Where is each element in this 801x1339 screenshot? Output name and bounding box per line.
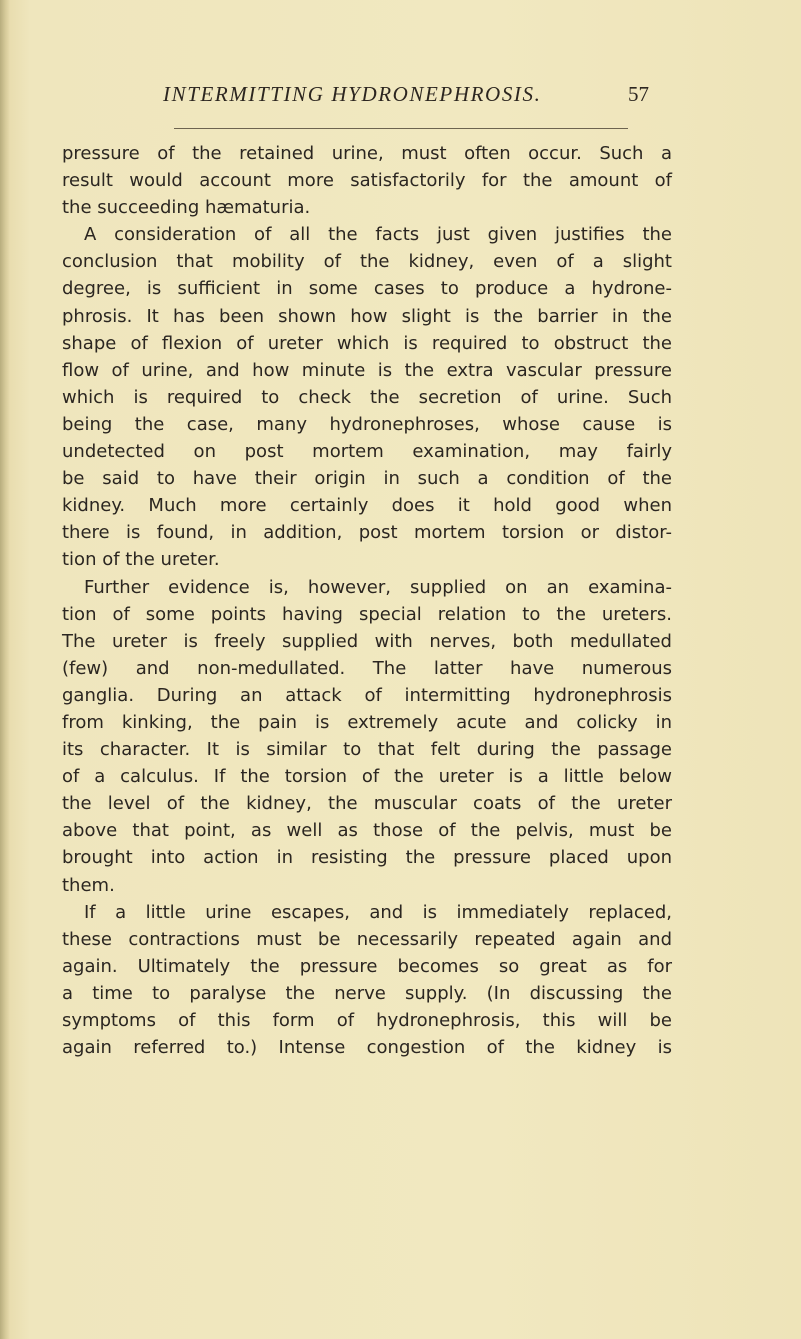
text-line: tion of the ureter. [62,549,220,571]
text-line: phrosis. It has been shown how slight is the barrier in the [62,305,672,327]
text-line: brought into action in resisting the pressure placed upon [62,847,672,869]
text-line: If a little urine escapes, and is immediately replaced, [84,901,672,923]
body-text [62,140,672,1061]
text-line: above that point, as well as those of the pelvis, must be [62,820,672,842]
text-line: there is found, in addition, post mortem torsion or distor- [62,522,672,544]
page-header [0,82,801,112]
text-line: The ureter is freely supplied with nerves, both medullated [62,630,672,652]
text-line: the succeeding hæmaturia. [62,197,311,219]
page-number: 57 [628,82,649,106]
text-line: ganglia. During an attack of intermitting hydronephrosis [62,684,672,706]
text-line: flow of urine, and how minute is the extra vascular pressure [62,359,672,381]
text-line: result would account more satisfactorily for the amount of [62,170,672,192]
text-line: them. [62,874,115,896]
text-line: be said to have their origin in such a condition of the [62,468,672,490]
text-line: pressure of the retained urine, must often occur. Such a [62,143,672,164]
text-line: undetected on post mortem examination, may fairly [62,441,672,463]
text-line: being the case, many hydronephroses, whose cause is [62,413,672,435]
text-line: conclusion that mobility of the kidney, even of a slight [62,251,672,273]
header-rule [174,128,628,129]
text-line: of a calculus. If the torsion of the ureter is a little below [62,766,672,788]
text-line: degree, is sufficient in some cases to produce a hydrone- [62,278,672,300]
page-gutter-shadow [0,0,10,1339]
text-line: kidney. Much more certainly does it hold good when [62,495,672,517]
text-line: its character. It is similar to that felt during the passage [62,739,672,761]
text-line: A consideration of all the facts just given justifies the [84,224,672,246]
text-line: the level of the kidney, the muscular coats of the ureter [62,793,672,815]
text-line: these contractions must be necessarily repeated again and [62,928,672,950]
running-head: INTERMITTING HYDRONEPHROSIS. [163,82,542,106]
text-line: from kinking, the pain is extremely acute and colicky in [62,711,672,733]
text-line: (few) and non-medullated. The latter have numerous [62,657,672,679]
text-line: shape of flexion of ureter which is required to obstruct the [62,332,672,354]
text-line: again referred to.) Intense congestion of the kidney is [62,1037,672,1059]
text-line: Further evidence is, however, supplied on an examina- [84,576,672,598]
text-line: a time to paralyse the nerve supply. (In discussing the [62,982,672,1004]
text-line: symptoms of this form of hydronephrosis, this will be [62,1010,672,1031]
text-line: tion of some points having special relation to the ureters. [62,603,672,625]
text-line: which is required to check the secretion of urine. Such [62,386,672,408]
text-line: again. Ultimately the pressure becomes so great as for [62,955,672,977]
